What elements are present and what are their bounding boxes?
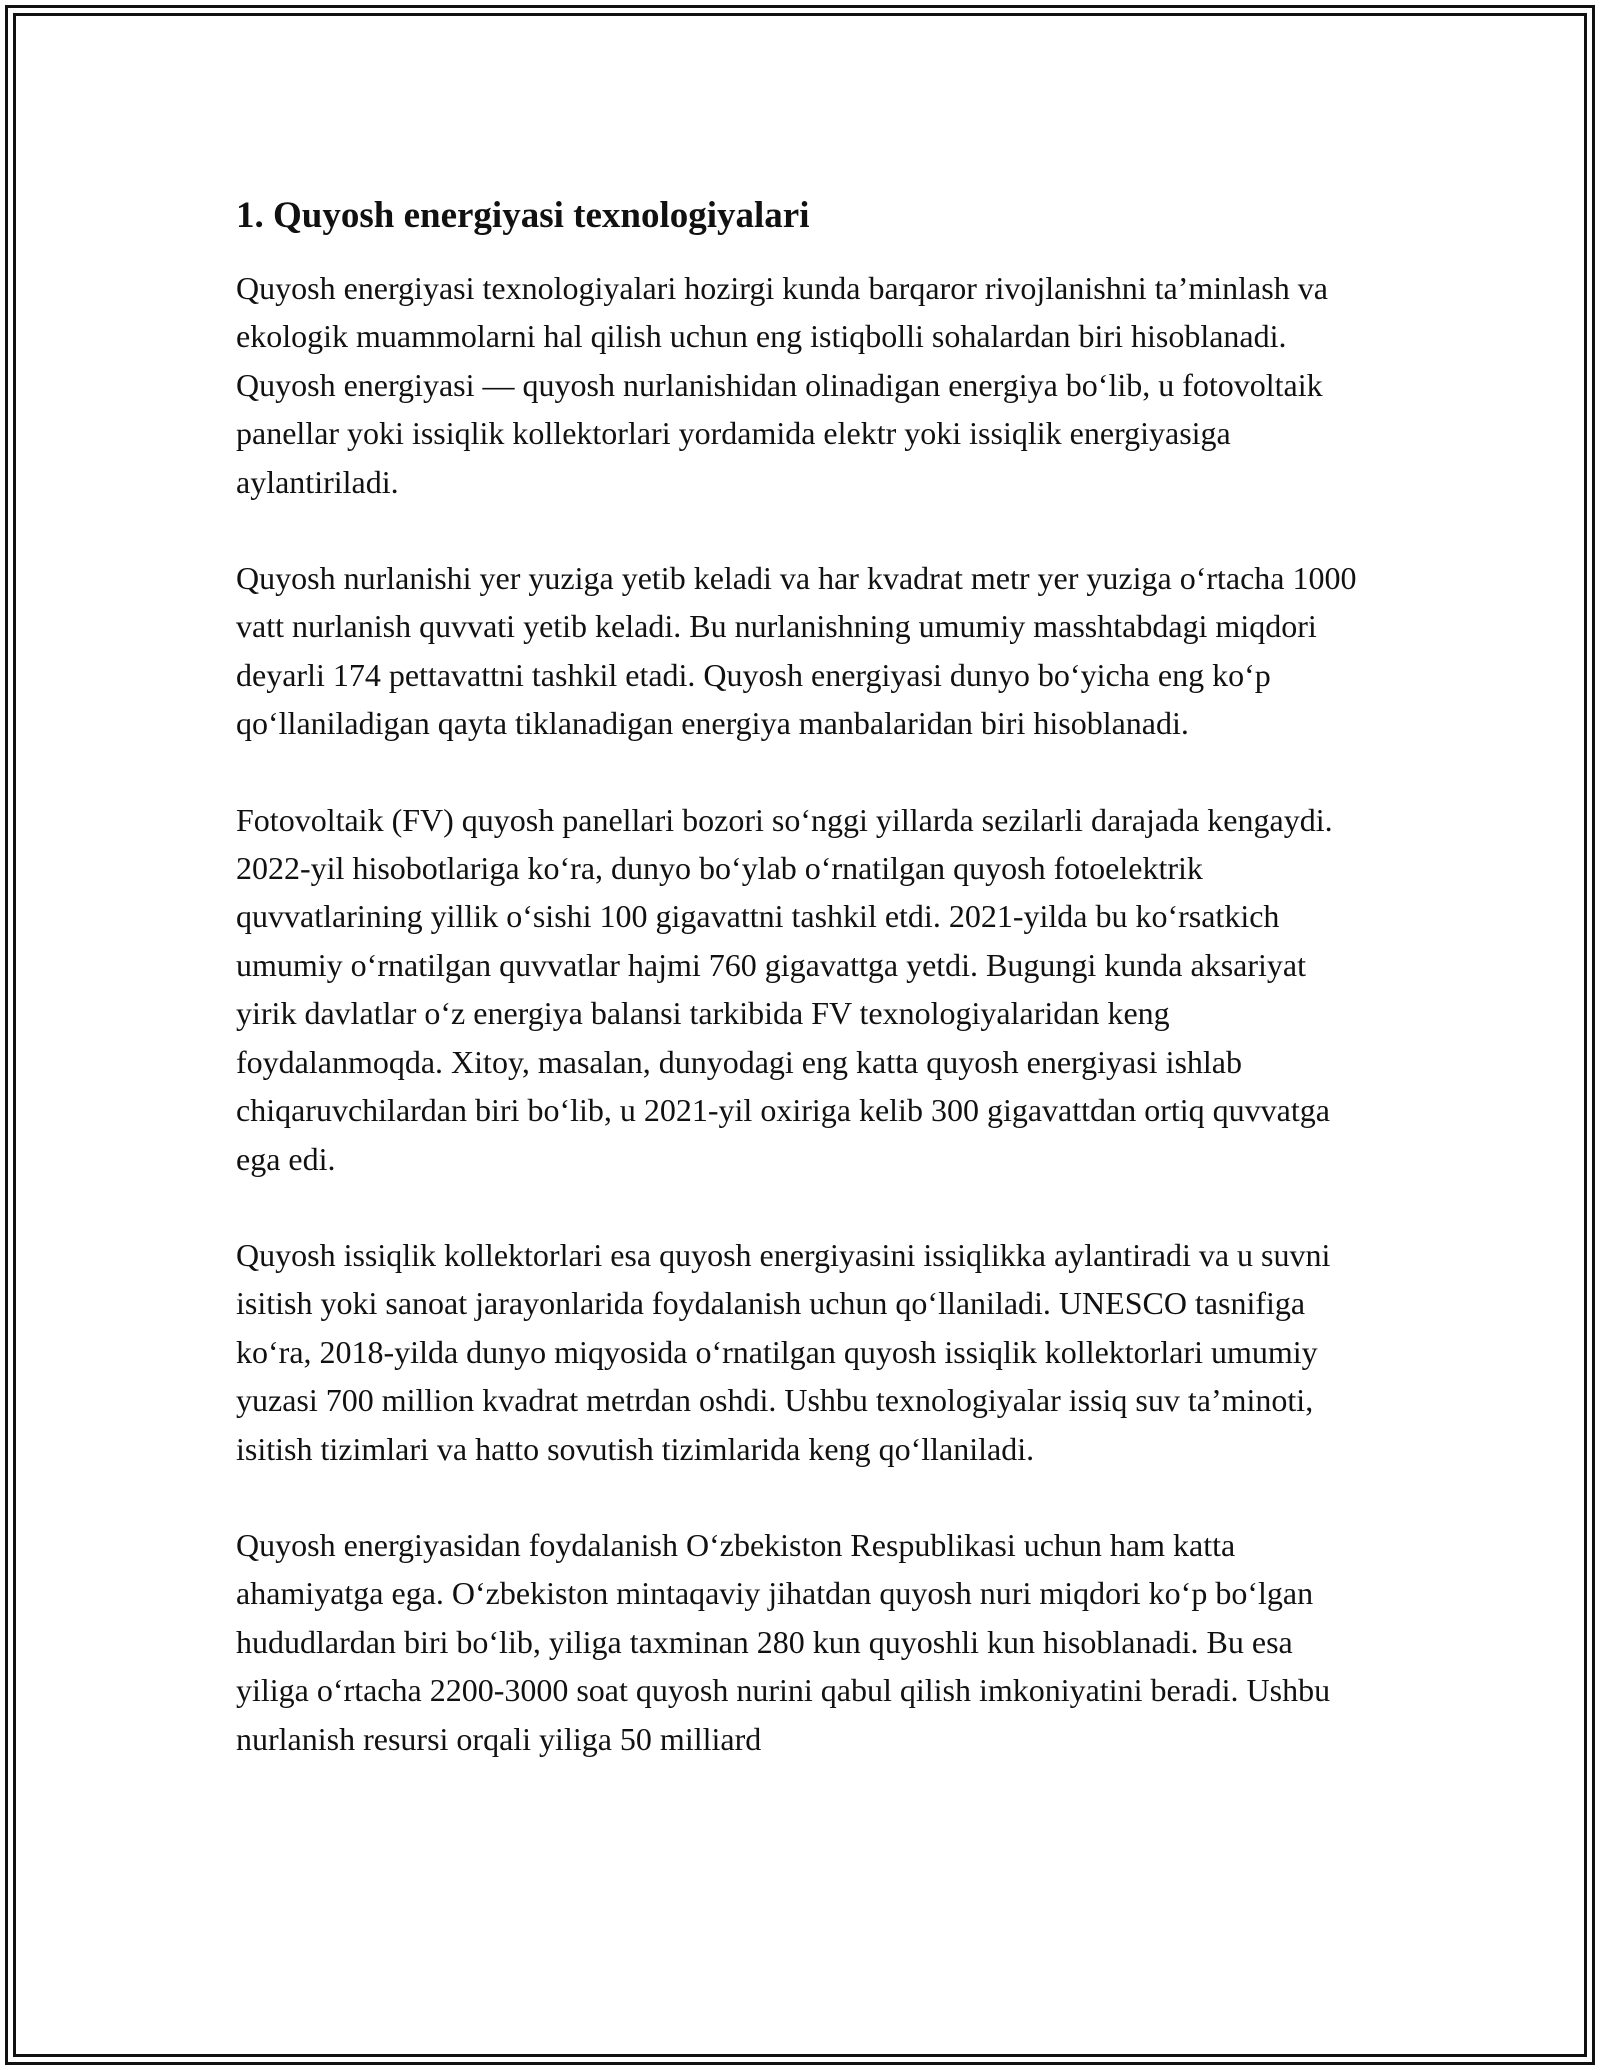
- paragraph-photovoltaic-market: Fotovoltaik (FV) quyosh panellari bozori so‘nggi yillarda sezilarli darajada kengaydi. 2022-yil hisobotlariga ko‘ra, dunyo bo‘ylab o‘rnatilgan quyosh fotoelektrik quvvatlarining yillik o‘sishi 100 gigavattni tashkil etdi. 2021-yilda bu ko‘rsatkich umumiy o‘rnatilgan quvvatlar hajmi 760 gigavattga yetdi. Bugungi kunda aksariyat yirik davlatlar o‘z energiya balansi tarkibida FV texnologiyalaridan keng foydalanmoqda. Xitoy, masalan, dunyodagi eng katta quyosh energiyasi ishlab chiqaruvchilardan biri bo‘lib, u 2021-yil oxiriga kelib 300 gigavattdan ortiq quvvatga ega edi.: [236, 801, 1333, 1177]
- document-body: [236, 188, 1366, 1811]
- paragraph-thermal-collectors: Quyosh issiqlik kollektorlari esa quyosh energiyasini issiqlikka aylantiradi va u suvni isitish yoki sanoat jarayonlarida foydalanish uchun qo‘llaniladi. UNESCO tasnifiga ko‘ra, 2018-yilda dunyo miqyosida o‘rnatilgan quyosh issiqlik kollektorlari umumiy yuzasi 700 million kvadrat metrdan oshdi. Ushbu texnologiyalar issiq suv ta’minoti, isitish tizimlari va hatto sovutish tizimlarida keng qo‘llaniladi.: [236, 1236, 1331, 1467]
- paragraph-intro: Quyosh energiyasi texnologiyalari hozirgi kunda barqaror rivojlanishni ta’minlash va ekologik muammolarni hal qilish uchun eng istiqbolli sohalardan biri hisoblanadi. Quyosh energiyasi — quyosh nurlanishidan olinadigan energiya bo‘lib, u fotovoltaik panellar yoki issiqlik kollektorlari yordamida elektr yoki issiqlik energiyasiga aylantiriladi.: [236, 270, 1328, 500]
- paragraph-irradiance: Quyosh nurlanishi yer yuziga yetib keladi va har kvadrat metr yer yuziga o‘rtacha 1000 vatt nurlanish quvvati yetib keladi. Bu nurlanishning umumiy masshtabdagi miqdori deyarli 174 pettavattni tashkil etadi. Quyosh energiyasi dunyo bo‘yicha eng ko‘p qo‘llaniladigan qayta tiklanadigan energiya manbalaridan biri hisoblanadi.: [236, 560, 1357, 742]
- paragraph-uzbekistan: Quyosh energiyasidan foydalanish O‘zbekiston Respublikasi uchun ham katta ahamiyatga ega. O‘zbekiston mintaqaviy jihatdan quyosh nuri miqdori ko‘p bo‘lgan hududlardan biri bo‘lib, yiliga taxminan 280 kun quyoshli kun hisoblanadi. Bu esa yiliga o‘rtacha 2200-3000 soat quyosh nurini qabul qilish imkoniyatini beradi. Ushbu nurlanish resursi orqali yiliga 50 milliard: [236, 1526, 1331, 1757]
- section-heading: 1. Quyosh energiyasi texnologiyalari: [236, 195, 810, 236]
